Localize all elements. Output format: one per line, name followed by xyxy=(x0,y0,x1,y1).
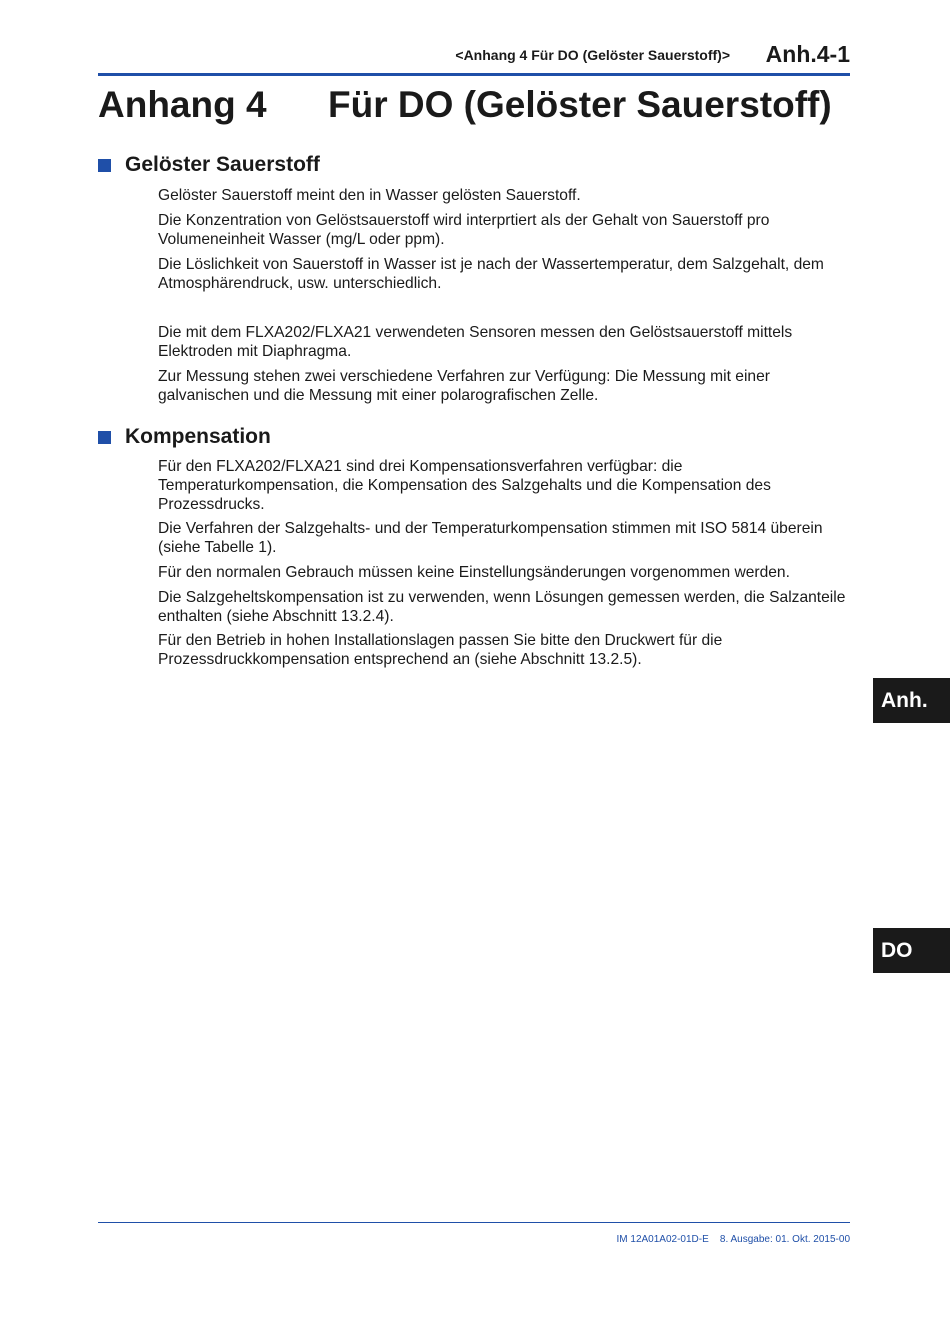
header-rule xyxy=(98,73,850,76)
section-heading-geloester-sauerstoff xyxy=(98,153,320,177)
section-heading-kompensation xyxy=(98,425,271,449)
footer-edition: 8. Ausgabe: 01. Okt. 2015-00 xyxy=(719,1234,850,1245)
footer-rule xyxy=(98,1222,850,1223)
paragraph: Die Verfahren der Salzgehalts- und der Temperaturkompensation stimmen mit ISO 5814 überein (siehe Tabelle 1). xyxy=(158,520,823,556)
paragraph: Die Löslichkeit von Sauerstoff in Wasser ist je nach der Wassertemperatur, dem Salzgehalt, dem Atmosphärendruck, usw. unterschiedlich. xyxy=(158,256,824,292)
paragraph: Für den Betrieb in hohen Installationslagen passen Sie bitte den Druckwert für die Prozessdruckkompensation entsprechend an (siehe Abschnitt 13.2.5). xyxy=(158,632,723,668)
footer-doc-id: IM 12A01A02-01D-E xyxy=(616,1234,709,1245)
running-header-title: <Anhang 4 Für DO (Gelöster Sauerstoff)> xyxy=(455,47,730,63)
footer-text xyxy=(450,1234,850,1245)
page-number: Anh.4-1 xyxy=(765,41,850,67)
square-bullet-icon xyxy=(98,159,111,172)
paragraph: Für den FLXA202/FLXA21 sind drei Kompensationsverfahren verfügbar: die Temperaturkompensation, die Kompensation des Salzgehalts und die Kompensation des Prozessdrucks. xyxy=(158,458,771,513)
paragraph: Die Salzgeheltskompensation ist zu verwenden, wenn Lösungen gemessen werden, die Salzanteile enthalten (siehe Abschnitt 13.2.4). xyxy=(158,589,846,625)
square-bullet-icon xyxy=(98,431,111,444)
chapter-number: Anhang 4 xyxy=(98,84,267,125)
paragraph: Die Konzentration von Gelöstsauerstoff wird interprtiert als der Gehalt von Sauerstoff pro Volumeneinheit Wasser (mg/L oder ppm). xyxy=(158,212,770,248)
side-tab-do[interactable]: DO xyxy=(873,928,950,973)
paragraph: Die mit dem FLXA202/FLXA21 verwendeten Sensoren messen den Gelöstsauerstoff mittels Elektroden mit Diaphragma. xyxy=(158,324,793,360)
section-heading-text: Gelöster Sauerstoff xyxy=(125,153,320,176)
paragraph: Zur Messung stehen zwei verschiedene Verfahren zur Verfügung: Die Messung mit einer galvanischen und die Messung mit einer polarografischen Zelle. xyxy=(158,368,770,404)
paragraph: Für den normalen Gebrauch müssen keine Einstellungsänderungen vorgenommen werden. xyxy=(158,564,790,581)
paragraph: Gelöster Sauerstoff meint den in Wasser gelösten Sauerstoff. xyxy=(158,187,581,204)
side-tab-appendix[interactable]: Anh. xyxy=(873,678,950,723)
chapter-title: Für DO (Gelöster Sauerstoff) xyxy=(328,84,832,125)
section-heading-text: Kompensation xyxy=(125,425,271,448)
